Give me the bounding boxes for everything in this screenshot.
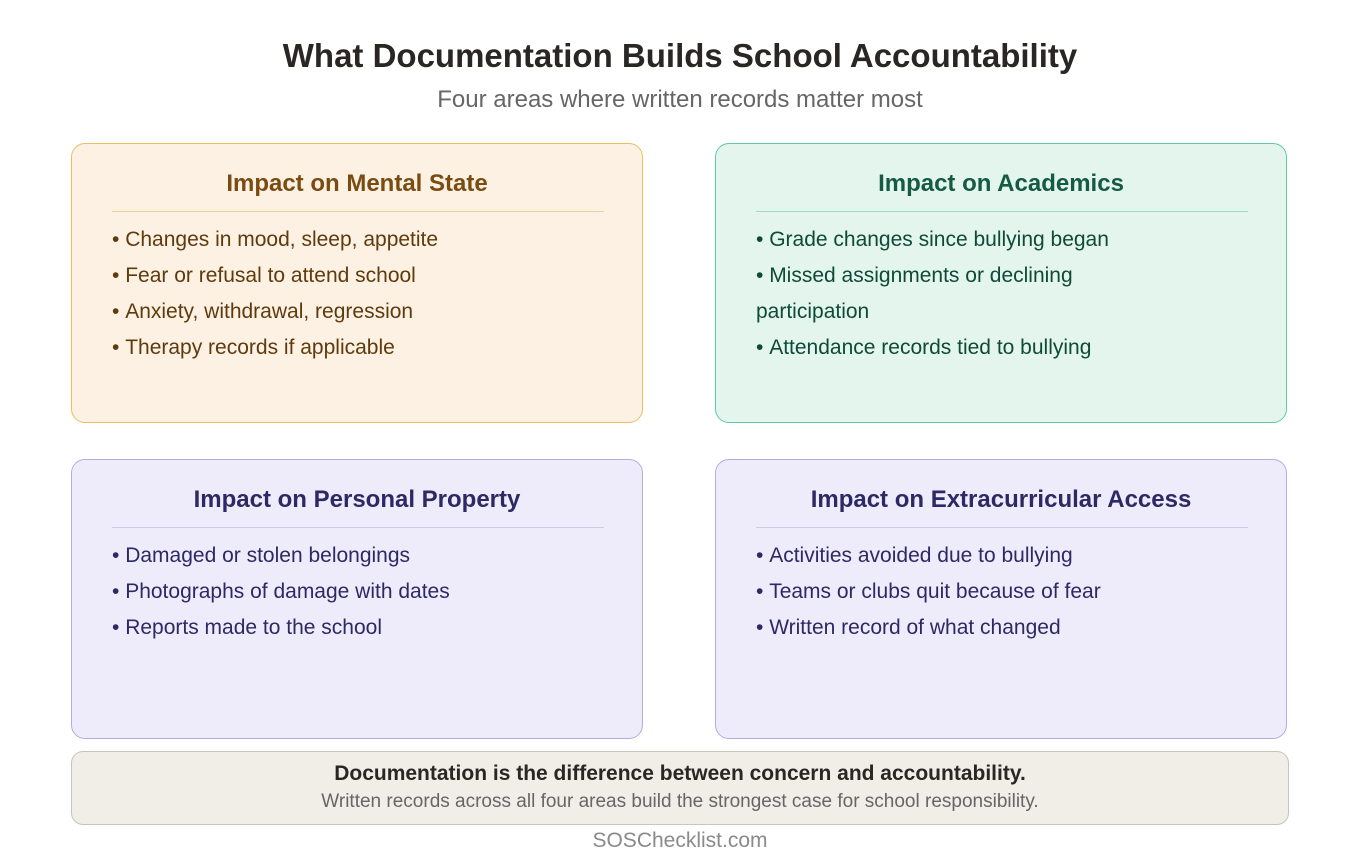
source-credit: SOSChecklist.com xyxy=(592,829,768,852)
card-list xyxy=(756,222,1156,366)
list-item: • Attendance records tied to bullying xyxy=(756,330,1156,366)
summary-text: Written records across all four areas build the strongest case for school responsibility. xyxy=(321,791,1039,812)
card-list xyxy=(112,222,512,366)
list-item: • Written record of what changed xyxy=(756,610,1156,646)
list-item: • Anxiety, withdrawal, regression xyxy=(112,294,512,330)
card-divider xyxy=(756,527,1248,528)
card-heading: Impact on Extracurricular Access xyxy=(810,486,1192,513)
list-item: • Photographs of damage with dates xyxy=(112,574,512,610)
card-divider xyxy=(112,527,604,528)
page-subtitle: Four areas where written records matter most xyxy=(437,86,923,113)
list-item: • Teams or clubs quit because of fear xyxy=(756,574,1156,610)
card-divider xyxy=(112,211,604,212)
card-list xyxy=(112,538,512,646)
card-heading: Impact on Personal Property xyxy=(193,486,521,513)
list-item: • Activities avoided due to bullying xyxy=(756,538,1156,574)
card-list xyxy=(756,538,1156,646)
page-title: What Documentation Builds School Accountability xyxy=(282,37,1078,74)
card-heading: Impact on Academics xyxy=(878,170,1124,197)
card-extracurricular-access xyxy=(715,459,1287,739)
card-academics xyxy=(715,143,1287,423)
list-item: • Reports made to the school xyxy=(112,610,512,646)
list-item: • Grade changes since bullying began xyxy=(756,222,1156,258)
list-item: • Missed assignments or declining participation xyxy=(756,258,1156,330)
list-item: • Fear or refusal to attend school xyxy=(112,258,512,294)
list-item: • Damaged or stolen belongings xyxy=(112,538,512,574)
list-item: • Therapy records if applicable xyxy=(112,330,512,366)
summary-headline: Documentation is the difference between concern and accountability. xyxy=(334,762,1026,785)
summary-callout xyxy=(71,751,1289,825)
card-heading: Impact on Mental State xyxy=(226,170,488,197)
card-mental-state xyxy=(71,143,643,423)
card-personal-property xyxy=(71,459,643,739)
card-divider xyxy=(756,211,1248,212)
list-item: • Changes in mood, sleep, appetite xyxy=(112,222,512,258)
